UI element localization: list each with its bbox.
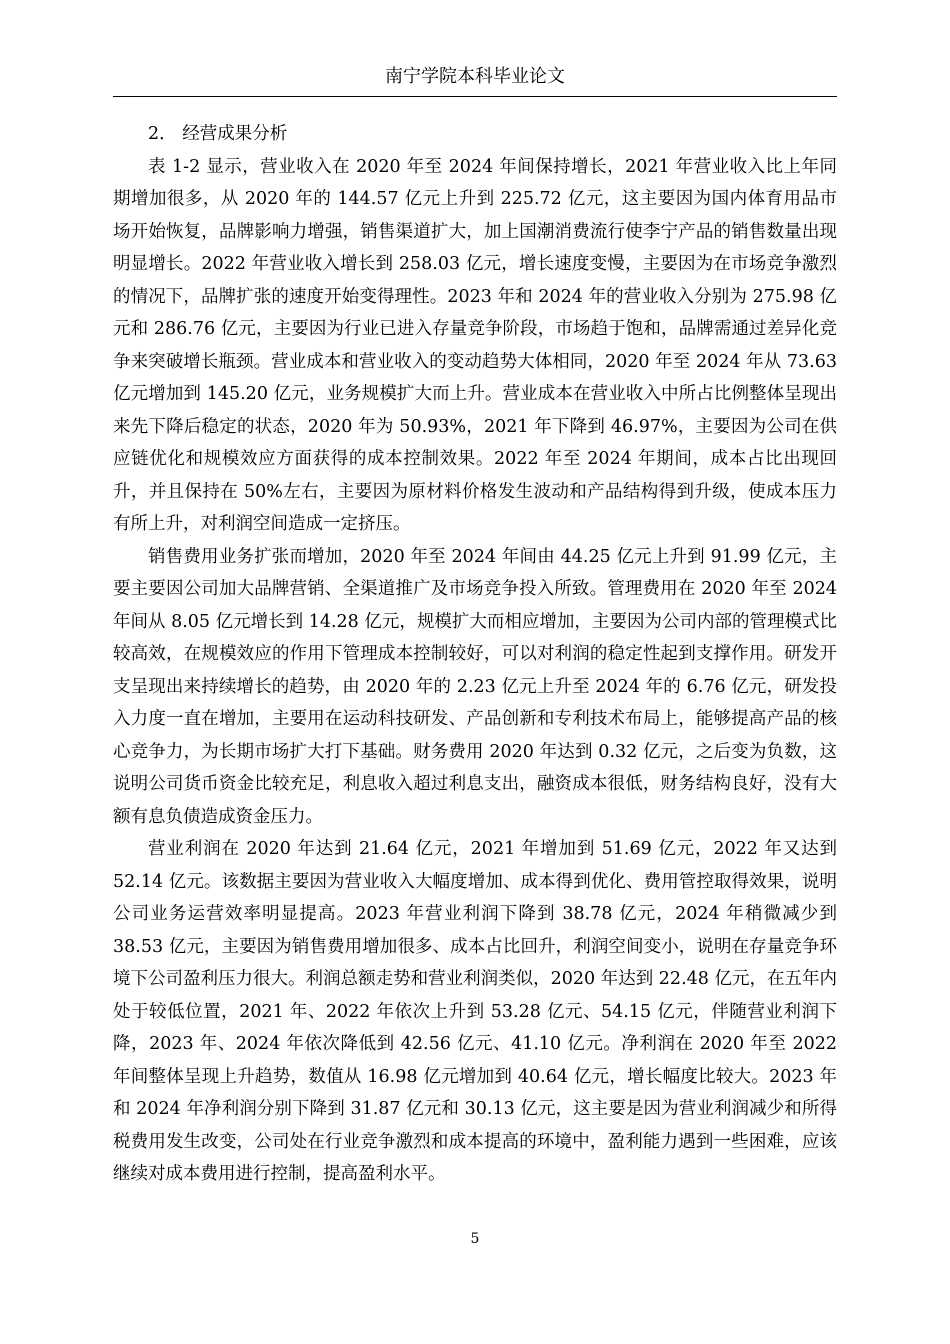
page-number: 5 bbox=[470, 1231, 480, 1247]
paragraph-expenses: 销售费用业务扩张而增加，2020 年至 2024 年间由 44.25 亿元上升到 91.99 亿元，主要主要因公司加大品牌营销、全渠道推广及市场竞争投入所致。管理费用在 2020 年至 2024 年间从 8.05 亿元增长到 14.28 亿元，规模扩大而相应增加，主要因为公司内部的管理模式比较高效，在规模效应的作用下管理成本控制较好，可以对利润的稳定性起到支撑作用。研发开支呈现出来持续增长的趋势，由 2020 年的 2.23 亿元上升至 2024 年的 6.76 亿元，研发投入力度一直在增加，主要用在运动科技研发、产品创新和专利技术布局上，能够提高产品的核心竞争力，为长期市场扩大打下基础。财务费用 2020 年达到 0.32 亿元，之后变为负数，这说明公司货币资金比较充足，利息收入超过利息支出，融资成本很低，财务结构良好，没有大额有息负债造成资金压力。 bbox=[113, 546, 837, 827]
section-heading: 2． 经营成果分析 bbox=[148, 124, 288, 144]
paragraph-profit: 营业利润在 2020 年达到 21.64 亿元，2021 年增加到 51.69 亿元，2022 年又达到 52.14 亿元。该数据主要因为营业收入大幅度增加、成本得到优化、费用管控取得效果，说明公司业务运营效率明显提高。2023 年营业利润下降到 38.78 亿元，2024 年稍微减少到 38.53 亿元，主要因为销售费用增加很多、成本占比回升，利润空间变小，说明在存量竞争环境下公司盈利压力很大。利润总额走势和营业利润类似，2020 年达到 22.48 亿元，在五年内处于较低位置，2021 年、2022 年依次上升到 53.28 亿元、54.15 亿元，伴随营业利润下降，2023 年、2024 年依次降低到 42.56 亿元、41.10 亿元。净利润在 2020 年至 2022 年间整体呈现上升趋势，数值从 16.98 亿元增加到 40.64 亿元，增长幅度比较大。2023 年和 2024 年净利润分别下降到 31.87 亿元和 30.13 亿元，这主要是因为营业利润减少和所得税费用发生改变，公司处在行业竞争激烈和成本提高的环境中，盈利能力遇到一些困难，应该继续对成本费用进行控制，提高盈利水平。 bbox=[113, 839, 837, 1184]
paragraph-revenue-cost: 表 1-2 显示，营业收入在 2020 年至 2024 年间保持增长，2021 年营业收入比上年同期增加很多，从 2020 年的 144.57 亿元上升到 225.72 亿元，这主要因为国内体育用品市场开始恢复，品牌影响力增强，销售渠道扩大，加上国潮消费流行使李宁产品的销售数量出现明显增长。2022 年营业收入增长到 258.03 亿元，增长速度变慢，主要因为在市场竞争激烈的情况下，品牌扩张的速度开始变得理性。2023 年和 2024 年的营业收入分别为 275.98 亿元和 286.76 亿元，主要因为行业已进入存量竞争阶段，市场趋于饱和，品牌需通过差异化竞争来突破增长瓶颈。营业成本和营业收入的变动趋势大体相同，2020 年至 2024 年从 73.63 亿元增加到 145.20 亿元，业务规模扩大而上升。营业成本在营业收入中所占比例整体呈现出来先下降后稳定的状态，2020 年为 50.93%，2021 年下降到 46.97%，主要因为公司在供应链优化和规模效应方面获得的成本控制效果。2022 年至 2024 年期间，成本占比出现回升，并且保持在 50%左右，主要因为原材料价格发生波动和产品结构得到升级，使成本压力有所上升，对利润空间造成一定挤压。 bbox=[113, 156, 837, 534]
running-header: 南宁学院本科毕业论文 bbox=[385, 66, 565, 87]
header-divider bbox=[113, 96, 837, 97]
body-text bbox=[113, 118, 837, 1191]
